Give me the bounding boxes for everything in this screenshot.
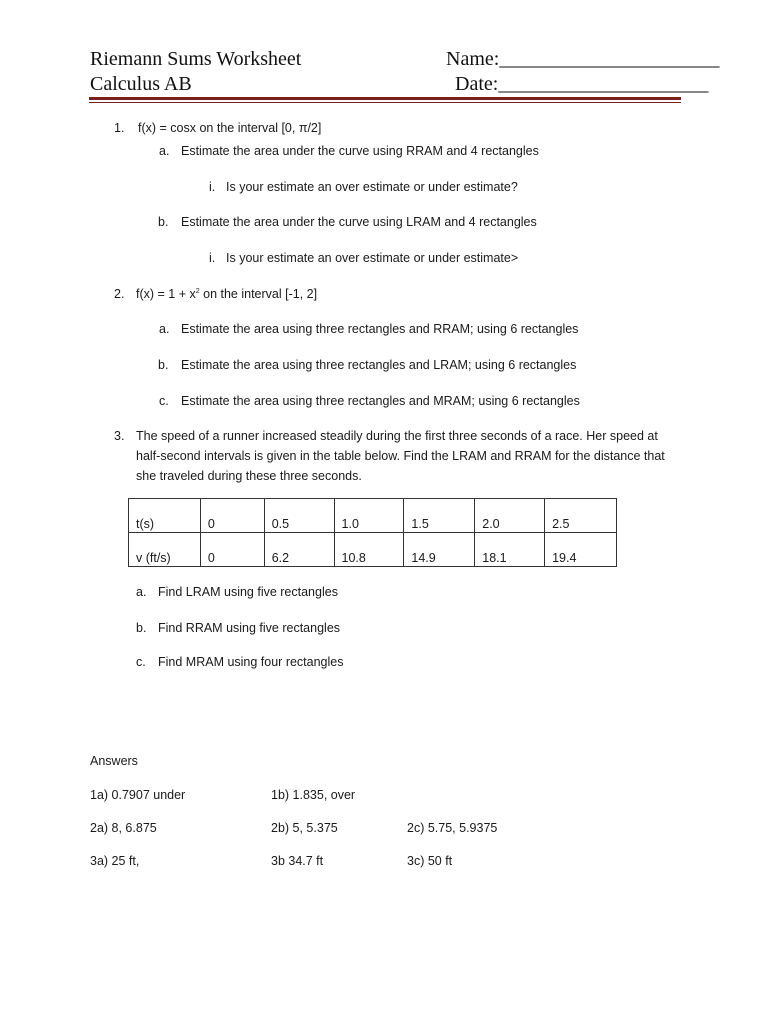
velocity-table — [128, 498, 617, 567]
table-cell: 18.1 — [475, 533, 545, 567]
q3-text-line3: she traveled during these three seconds. — [136, 469, 362, 483]
table-cell: 2.0 — [475, 499, 545, 533]
q2-text — [136, 287, 317, 301]
table-row-velocity — [129, 533, 617, 567]
table-cell: 2.5 — [545, 499, 617, 533]
table-row-time — [129, 499, 617, 533]
answer-1a: 1a) 0.7907 under — [90, 788, 186, 802]
table-cell: 6.2 — [264, 533, 334, 567]
table-cell: 19.4 — [545, 533, 617, 567]
table-cell: 14.9 — [404, 533, 475, 567]
q2b-text: Estimate the area using three rectangles and LRAM; using 6 rectangles — [181, 358, 577, 372]
name-field — [446, 48, 719, 71]
header-rule-thin — [89, 102, 681, 103]
answer-2c: 2c) 5.75, 5.9375 — [407, 821, 498, 835]
q1-number: 1. — [114, 121, 125, 135]
q3a-text: Find LRAM using five rectangles — [158, 585, 338, 599]
q2b-label: b. — [158, 358, 169, 372]
q3a-label: a. — [136, 585, 147, 599]
q1-text: f(x) = cosx on the interval [0, π/2] — [138, 121, 322, 135]
q1a-text: Estimate the area under the curve using RRAM and 4 rectangles — [181, 144, 539, 158]
q1a-label: a. — [159, 144, 170, 158]
table-cell: 1.5 — [404, 499, 475, 533]
q2-exponent: 2 — [195, 287, 200, 295]
answer-1b: 1b) 1.835, over — [271, 788, 356, 802]
course-name: Calculus AB — [90, 73, 192, 95]
q1b-label: b. — [158, 215, 169, 229]
q3b-label: b. — [136, 621, 147, 635]
q3-text-line2: half-second intervals is given in the table below. Find the LRAM and RRAM for the distance that — [136, 449, 665, 463]
name-label: Name: — [446, 48, 500, 70]
q1bi-text: Is your estimate an over estimate or under estimate> — [226, 251, 519, 265]
table-cell: 0.5 — [264, 499, 334, 533]
table-cell: 1.0 — [334, 499, 404, 533]
table-cell: 10.8 — [334, 533, 404, 567]
q2c-label: c. — [159, 394, 169, 408]
q1b-text: Estimate the area under the curve using LRAM and 4 rectangles — [181, 215, 537, 229]
q3b-text: Find RRAM using five rectangles — [158, 621, 341, 635]
name-blank: ______________________ — [499, 48, 720, 70]
q3-number: 3. — [114, 429, 125, 443]
date-label: Date: — [455, 73, 499, 95]
q3c-text: Find MRAM using four rectangles — [158, 655, 344, 669]
q1ai-label: i. — [209, 180, 216, 194]
answer-3b: 3b 34.7 ft — [271, 854, 324, 868]
q2-text-post: on the interval [-1, 2] — [199, 287, 318, 301]
q2a-label: a. — [159, 322, 170, 336]
q2-number: 2. — [114, 287, 125, 301]
table-cell: v (ft/s) — [129, 533, 201, 567]
table-cell: 0 — [200, 499, 264, 533]
q3c-label: c. — [136, 655, 146, 669]
q2c-text: Estimate the area using three rectangles and MRAM; using 6 rectangles — [181, 394, 580, 408]
answer-3c: 3c) 50 ft — [407, 854, 453, 868]
q3-text-line1: The speed of a runner increased steadily during the first three seconds of a race. Her speed at — [136, 429, 658, 443]
answer-2a: 2a) 8, 6.875 — [90, 821, 157, 835]
header-rule-thick — [89, 97, 681, 100]
table-cell: 0 — [200, 533, 264, 567]
q1bi-label: i. — [209, 251, 216, 265]
answer-3a: 3a) 25 ft, — [90, 854, 140, 868]
answers-heading: Answers — [90, 754, 138, 768]
q2-text-pre: f(x) = 1 + x — [136, 287, 196, 301]
q1ai-text: Is your estimate an over estimate or under estimate? — [226, 180, 518, 194]
table-cell: t(s) — [129, 499, 201, 533]
worksheet-title: Riemann Sums Worksheet — [90, 48, 302, 70]
answer-2b: 2b) 5, 5.375 — [271, 821, 338, 835]
date-blank: _____________________ — [498, 73, 709, 95]
date-field — [455, 73, 708, 96]
q2a-text: Estimate the area using three rectangles and RRAM; using 6 rectangles — [181, 322, 579, 336]
